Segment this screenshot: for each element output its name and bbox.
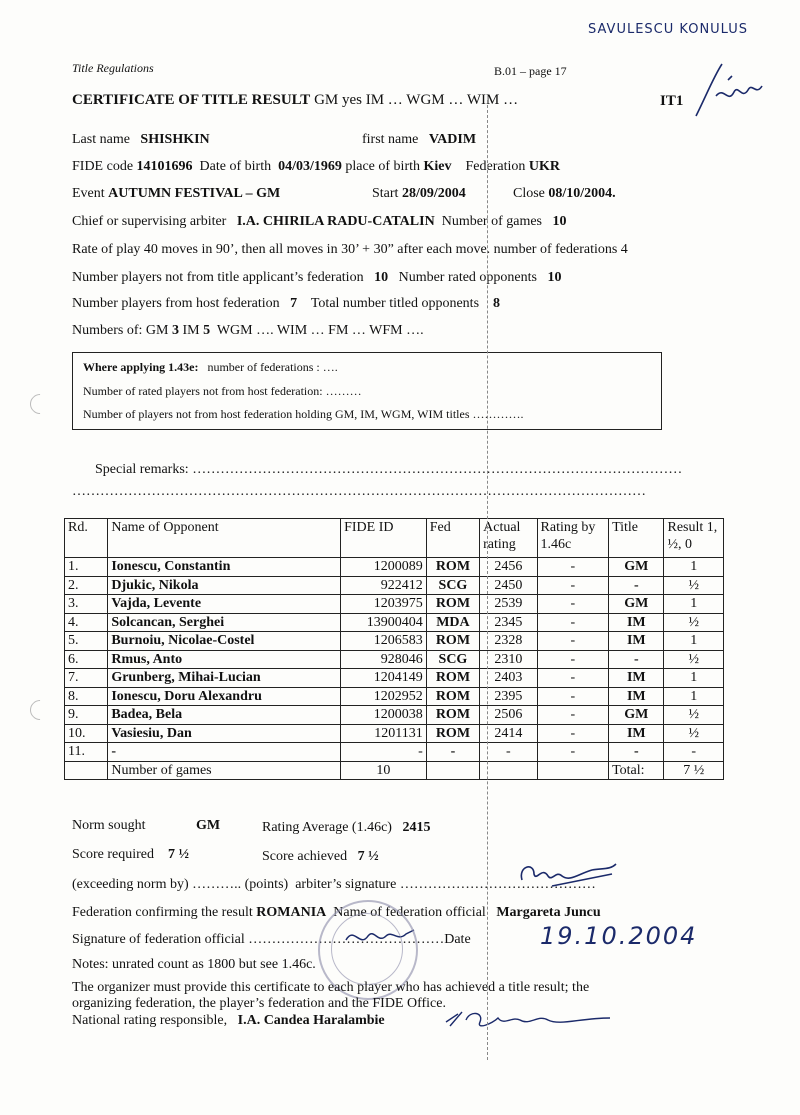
score-achieved-value: 7 ½ bbox=[357, 849, 379, 864]
table-row bbox=[65, 632, 724, 651]
close-line bbox=[513, 186, 616, 202]
arbiter-signature-label: arbiter’s signature …………………………………… bbox=[295, 877, 596, 892]
row-rating-146: - bbox=[537, 576, 609, 595]
avg-line bbox=[262, 820, 430, 836]
row-rd: 7. bbox=[65, 669, 108, 688]
row-rating-146: - bbox=[537, 632, 609, 651]
avg-label: Rating Average (1.46c) bbox=[262, 820, 392, 835]
row-fed: ROM bbox=[426, 595, 479, 614]
national-rating-name: I.A. Candea Haralambie bbox=[237, 1013, 385, 1028]
federation-confirm-label: Federation confirming the result bbox=[72, 905, 253, 920]
handwritten-name: SAVULESCU KONULUS bbox=[588, 22, 749, 37]
title-regulations: Title Regulations bbox=[72, 61, 154, 75]
notes-line-3: organizing federation, the player’s federation and the FIDE Office. bbox=[72, 996, 446, 1011]
row-fide-id: 928046 bbox=[341, 650, 427, 669]
first-name-value: VADIM bbox=[428, 132, 477, 147]
last-name-line bbox=[72, 132, 210, 148]
national-rating-signature bbox=[440, 1004, 620, 1034]
row-opponent-name: Vasiesiu, Dan bbox=[108, 724, 341, 743]
event-value: AUTUMN FESTIVAL – GM bbox=[108, 186, 281, 201]
row-title: GM bbox=[609, 595, 664, 614]
rate-of-play: Rate of play 40 moves in 90’, then all moves in 30’ + 30” after each move. number of federations 4 bbox=[72, 242, 628, 257]
special-remarks bbox=[95, 462, 682, 478]
row-title: - bbox=[609, 650, 664, 669]
header-name: Name of Opponent bbox=[108, 519, 341, 558]
last-name-label: Last name bbox=[72, 132, 130, 147]
footer-count: 10 bbox=[341, 761, 427, 780]
row-rd: 6. bbox=[65, 650, 108, 669]
rated-opp-value: 10 bbox=[547, 270, 562, 285]
event-line bbox=[72, 186, 280, 202]
row-fed: ROM bbox=[426, 724, 479, 743]
row-opponent-name: Vajda, Levente bbox=[108, 595, 341, 614]
row-rating-146: - bbox=[537, 650, 609, 669]
arbiter-label: Chief or supervising arbiter bbox=[72, 214, 227, 229]
row-opponent-name: Djukic, Nikola bbox=[108, 576, 341, 595]
numbers-of-label: Numbers of: GM bbox=[72, 323, 169, 338]
row-result: 1 bbox=[664, 558, 724, 577]
federation-confirm-value: ROMANIA bbox=[256, 905, 327, 920]
row-rd: 1. bbox=[65, 558, 108, 577]
row-title: IM bbox=[609, 724, 664, 743]
table-row bbox=[65, 595, 724, 614]
first-name-label: first name bbox=[362, 132, 419, 147]
federation-official-value: Margareta Juncu bbox=[496, 905, 601, 920]
arbiter-value: I.A. CHIRILA RADU-CATALIN bbox=[236, 214, 435, 229]
header-rd: Rd. bbox=[65, 519, 108, 558]
table-row bbox=[65, 724, 724, 743]
notes-line-2: The organizer must provide this certificate to each player who has achieved a title result; the bbox=[72, 980, 590, 995]
table-row bbox=[65, 669, 724, 688]
federation-label: Federation bbox=[465, 159, 526, 174]
norm-label: Norm sought bbox=[72, 818, 146, 833]
score-required-label: Score required bbox=[72, 847, 155, 862]
row-opponent-name: Ionescu, Doru Alexandru bbox=[108, 687, 341, 706]
row-actual-rating: 2414 bbox=[480, 724, 537, 743]
score-achieved-line bbox=[262, 849, 379, 865]
applying-line-2: Number of rated players not from host federation: ……… bbox=[83, 384, 362, 398]
row-result: ½ bbox=[664, 706, 724, 725]
row-title: IM bbox=[609, 613, 664, 632]
header-result: Result 1, ½, 0 bbox=[664, 519, 724, 558]
last-name-value: SHISHKIN bbox=[140, 132, 210, 147]
footer-label: Number of games bbox=[108, 761, 341, 780]
row-opponent-name: Solcancan, Serghei bbox=[108, 613, 341, 632]
titled-opp-label: Total number titled opponents bbox=[310, 296, 480, 311]
row-rating-146: - bbox=[537, 558, 609, 577]
row-result: 1 bbox=[664, 595, 724, 614]
punch-hole-top bbox=[26, 390, 54, 418]
table-header-row bbox=[65, 519, 724, 558]
row-actual-rating: 2310 bbox=[480, 650, 537, 669]
pob-label: place of birth bbox=[345, 159, 420, 174]
punch-hole-bottom bbox=[26, 696, 54, 724]
header-actual-rating: Actual rating bbox=[480, 519, 537, 558]
dob-label: Date of birth bbox=[199, 159, 272, 174]
row-opponent-name: Grunberg, Mihai-Lucian bbox=[108, 669, 341, 688]
row-title: GM bbox=[609, 558, 664, 577]
handwritten-date: 19.10.2004 bbox=[540, 922, 698, 950]
im-count: 5 bbox=[203, 323, 211, 338]
table-footer-row bbox=[65, 761, 724, 780]
row-title: IM bbox=[609, 669, 664, 688]
score-achieved-label: Score achieved bbox=[262, 849, 348, 864]
row-rating-146: - bbox=[537, 687, 609, 706]
federation-stamp-inner bbox=[331, 913, 403, 985]
num-games-value: 10 bbox=[552, 214, 567, 229]
fold-line bbox=[487, 100, 488, 1060]
row-fed: - bbox=[426, 743, 479, 762]
row-opponent-name: Burnoiu, Nicolae-Costel bbox=[108, 632, 341, 651]
gm-count: 3 bbox=[171, 323, 179, 338]
certificate-title-main: CERTIFICATE OF TITLE RESULT bbox=[72, 92, 311, 108]
fide-code-label: FIDE code bbox=[72, 159, 134, 174]
applying-box bbox=[72, 352, 662, 430]
top-signature bbox=[676, 56, 772, 126]
row-actual-rating: 2450 bbox=[480, 576, 537, 595]
row-result: 1 bbox=[664, 687, 724, 706]
national-rating-label: National rating responsible, bbox=[72, 1013, 228, 1028]
from-host-label: Number players from host federation bbox=[72, 296, 280, 311]
applying-line-1 bbox=[83, 360, 338, 375]
not-from-fed-label: Number players not from title applicant’s federation bbox=[72, 270, 364, 285]
row-rd: 8. bbox=[65, 687, 108, 706]
certificate-title bbox=[72, 92, 518, 109]
certificate-options: GM yes IM … WGM … WIM … bbox=[314, 92, 519, 108]
row-title: - bbox=[609, 743, 664, 762]
special-remarks-dots-2: …………………………………………………………………………………………………………… bbox=[72, 484, 646, 499]
row-fide-id: 1204149 bbox=[341, 669, 427, 688]
row-result: ½ bbox=[664, 650, 724, 669]
arbiter-line bbox=[72, 214, 567, 230]
federation-official-label: Name of federation official bbox=[333, 905, 486, 920]
table-row bbox=[65, 743, 724, 762]
notes-line-1: Notes: unrated count as 1800 but see 1.46c. bbox=[72, 957, 316, 972]
row-fed: ROM bbox=[426, 706, 479, 725]
row-fide-id: - bbox=[341, 743, 427, 762]
row-rating-146: - bbox=[537, 724, 609, 743]
games-table bbox=[64, 518, 724, 780]
row-rd: 4. bbox=[65, 613, 108, 632]
row-fide-id: 1206583 bbox=[341, 632, 427, 651]
federation-value: UKR bbox=[528, 159, 560, 174]
row-actual-rating: 2328 bbox=[480, 632, 537, 651]
header-title: Title bbox=[609, 519, 664, 558]
row-fide-id: 1202952 bbox=[341, 687, 427, 706]
score-required-line bbox=[72, 847, 189, 863]
row-result: - bbox=[664, 743, 724, 762]
row-fed: MDA bbox=[426, 613, 479, 632]
row-rd: 2. bbox=[65, 576, 108, 595]
table-row bbox=[65, 576, 724, 595]
row-result: ½ bbox=[664, 724, 724, 743]
start-label: Start bbox=[372, 186, 399, 201]
numbers-of-line bbox=[72, 323, 424, 339]
dob-value: 04/03/1969 bbox=[278, 159, 342, 174]
header-rating-146: Rating by 1.46c bbox=[537, 519, 609, 558]
footer-total-label: Total: bbox=[609, 761, 664, 780]
row-rating-146: - bbox=[537, 595, 609, 614]
form-code: IT1 bbox=[660, 93, 684, 109]
im-label: IM bbox=[182, 323, 200, 338]
row-rd: 5. bbox=[65, 632, 108, 651]
row-opponent-name: - bbox=[108, 743, 341, 762]
special-remarks-dots: …………………………………………………………………………………………… bbox=[192, 462, 683, 477]
rated-opp-label: Number rated opponents bbox=[398, 270, 537, 285]
row-rating-146: - bbox=[537, 706, 609, 725]
row-actual-rating: 2456 bbox=[480, 558, 537, 577]
fide-code-value: 14101696 bbox=[136, 159, 193, 174]
row-rd: 3. bbox=[65, 595, 108, 614]
footer-empty bbox=[426, 761, 479, 780]
table-row bbox=[65, 687, 724, 706]
close-label: Close bbox=[513, 186, 545, 201]
row-opponent-name: Badea, Bela bbox=[108, 706, 341, 725]
row-actual-rating: - bbox=[480, 743, 537, 762]
event-label: Event bbox=[72, 186, 105, 201]
first-name-line bbox=[362, 132, 476, 148]
table-row bbox=[65, 558, 724, 577]
row-fed: ROM bbox=[426, 687, 479, 706]
row-fide-id: 13900404 bbox=[341, 613, 427, 632]
row-title: - bbox=[609, 576, 664, 595]
avg-value: 2415 bbox=[402, 820, 431, 835]
row-actual-rating: 2539 bbox=[480, 595, 537, 614]
header-fide-id: FIDE ID bbox=[341, 519, 427, 558]
row-title: IM bbox=[609, 687, 664, 706]
score-required-value: 7 ½ bbox=[168, 847, 190, 862]
row-result: 1 bbox=[664, 669, 724, 688]
pob-value: Kiev bbox=[423, 159, 452, 174]
row-rd: 9. bbox=[65, 706, 108, 725]
row-rating-146: - bbox=[537, 669, 609, 688]
row-actual-rating: 2395 bbox=[480, 687, 537, 706]
from-host-value: 7 bbox=[290, 296, 298, 311]
row-title: GM bbox=[609, 706, 664, 725]
not-from-fed-line bbox=[72, 270, 562, 286]
footer-empty bbox=[65, 761, 108, 780]
national-rating-line bbox=[72, 1013, 385, 1029]
applying-heading: Where applying 1.43e: bbox=[83, 360, 199, 374]
page-ref: B.01 – page 17 bbox=[494, 64, 567, 78]
row-fed: SCG bbox=[426, 650, 479, 669]
norm-line bbox=[72, 818, 146, 834]
row-fed: ROM bbox=[426, 669, 479, 688]
table-row bbox=[65, 706, 724, 725]
row-actual-rating: 2345 bbox=[480, 613, 537, 632]
row-fide-id: 922412 bbox=[341, 576, 427, 595]
row-fed: SCG bbox=[426, 576, 479, 595]
footer-empty bbox=[537, 761, 609, 780]
row-fide-id: 1203975 bbox=[341, 595, 427, 614]
header-fed: Fed bbox=[426, 519, 479, 558]
norm-value: GM bbox=[196, 818, 221, 833]
row-rd: 10. bbox=[65, 724, 108, 743]
footer-empty bbox=[480, 761, 537, 780]
titled-opp-value: 8 bbox=[493, 296, 501, 311]
close-value: 08/10/2004. bbox=[548, 186, 616, 201]
table-row bbox=[65, 613, 724, 632]
not-from-fed-value: 10 bbox=[374, 270, 389, 285]
host-fed-line bbox=[72, 296, 500, 312]
row-result: ½ bbox=[664, 613, 724, 632]
row-title: IM bbox=[609, 632, 664, 651]
exceeding-label: (exceeding norm by) ……….. (points) bbox=[72, 877, 289, 892]
special-remarks-label: Special remarks: bbox=[95, 462, 189, 477]
row-fide-id: 1200038 bbox=[341, 706, 427, 725]
row-opponent-name: Ionescu, Constantin bbox=[108, 558, 341, 577]
row-actual-rating: 2403 bbox=[480, 669, 537, 688]
arbiter-signature bbox=[512, 852, 622, 892]
row-actual-rating: 2506 bbox=[480, 706, 537, 725]
fed-signature-line: Signature of federation official ……………………………………Date bbox=[72, 932, 471, 947]
numbers-rest: WGM …. WIM … FM … WFM …. bbox=[216, 323, 424, 338]
row-fide-id: 1200089 bbox=[341, 558, 427, 577]
applying-federations: number of federations : …. bbox=[207, 360, 338, 374]
table-row bbox=[65, 650, 724, 669]
row-result: 1 bbox=[664, 632, 724, 651]
row-fed: ROM bbox=[426, 632, 479, 651]
start-line bbox=[372, 186, 466, 202]
row-fide-id: 1201131 bbox=[341, 724, 427, 743]
num-games-label: Number of games bbox=[441, 214, 543, 229]
applying-line-3: Number of players not from host federation holding GM, IM, WGM, WIM titles …………. bbox=[83, 407, 524, 421]
row-rating-146: - bbox=[537, 743, 609, 762]
row-opponent-name: Rmus, Anto bbox=[108, 650, 341, 669]
row-result: ½ bbox=[664, 576, 724, 595]
row-fed: ROM bbox=[426, 558, 479, 577]
row-rd: 11. bbox=[65, 743, 108, 762]
row-rating-146: - bbox=[537, 613, 609, 632]
start-value: 28/09/2004 bbox=[401, 186, 466, 201]
footer-total: 7 ½ bbox=[664, 761, 724, 780]
